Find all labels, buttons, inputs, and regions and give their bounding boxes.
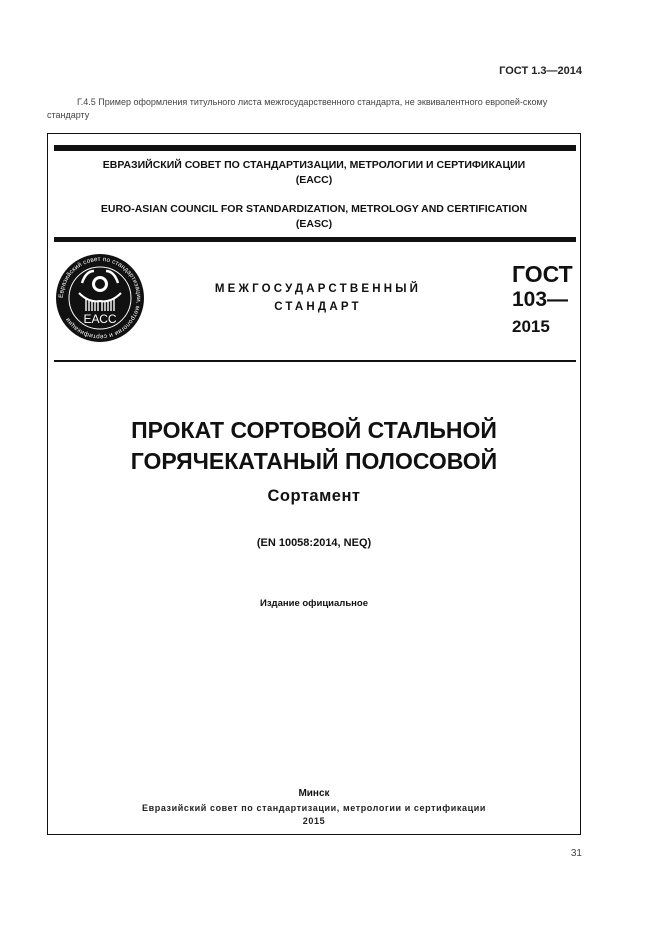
edition-label: Издание официальное (260, 598, 368, 609)
council-name-ru (48, 158, 580, 188)
page-header-standard-code: ГОСТ 1.3—2014 (499, 65, 582, 77)
intro-paragraph: Г.4.5 Пример оформления титульного листа межгосударственного стандарта, не эквивалентного европей-скому стандарту (47, 97, 548, 120)
gost-designation (512, 262, 573, 339)
svg-text:Евразийский совет по стандарти: Евразийский совет по стандартизации, метрологии и сертификации (57, 255, 143, 341)
standard-type-line2: СТАНДАРТ (274, 301, 362, 313)
equivalence-reference: (EN 10058:2014, NEQ) (256, 537, 372, 549)
eacc-emblem-icon (55, 253, 145, 343)
title-page-frame (47, 133, 581, 835)
document-title (48, 415, 580, 477)
gost-year: 2015 (512, 317, 550, 336)
publication-year: 2015 (302, 816, 326, 826)
council-abbr-en: (EASC) (295, 218, 333, 230)
top-thick-rule (54, 145, 576, 151)
standard-type (168, 280, 468, 316)
document-subtitle: Сортамент (267, 487, 361, 505)
document-title-line2: ГОРЯЧЕКАТАНЫЙ ПОЛОСОВОЙ (130, 448, 498, 474)
council-abbr-ru: (ЕАСС) (295, 174, 333, 186)
council-name-ru-text: ЕВРАЗИЙСКИЙ СОВЕТ ПО СТАНДАРТИЗАЦИИ, МЕТРОЛОГИИ И СЕРТИФИКАЦИИ (102, 159, 526, 171)
gost-number: 103— (512, 288, 569, 311)
gost-prefix: ГОСТ (512, 261, 573, 287)
second-thick-rule (54, 237, 576, 242)
thin-rule (54, 360, 576, 362)
document-title-line1: ПРОКАТ СОРТОВОЙ СТАЛЬНОЙ (131, 417, 497, 443)
svg-text:ЕАСС: ЕАСС (83, 312, 117, 326)
council-name-en-text: EURO-ASIAN COUNCIL FOR STANDARDIZATION, METROLOGY AND CERTIFICATION (100, 203, 528, 215)
standard-type-line1: МЕЖГОСУДАРСТВЕННЫЙ (214, 283, 422, 295)
publication-city: Минск (298, 788, 330, 799)
page-number: 31 (570, 848, 582, 859)
council-name-en (48, 202, 580, 232)
publisher-name: Евразийский совет по стандартизации, метрологии и сертификации (142, 803, 486, 813)
